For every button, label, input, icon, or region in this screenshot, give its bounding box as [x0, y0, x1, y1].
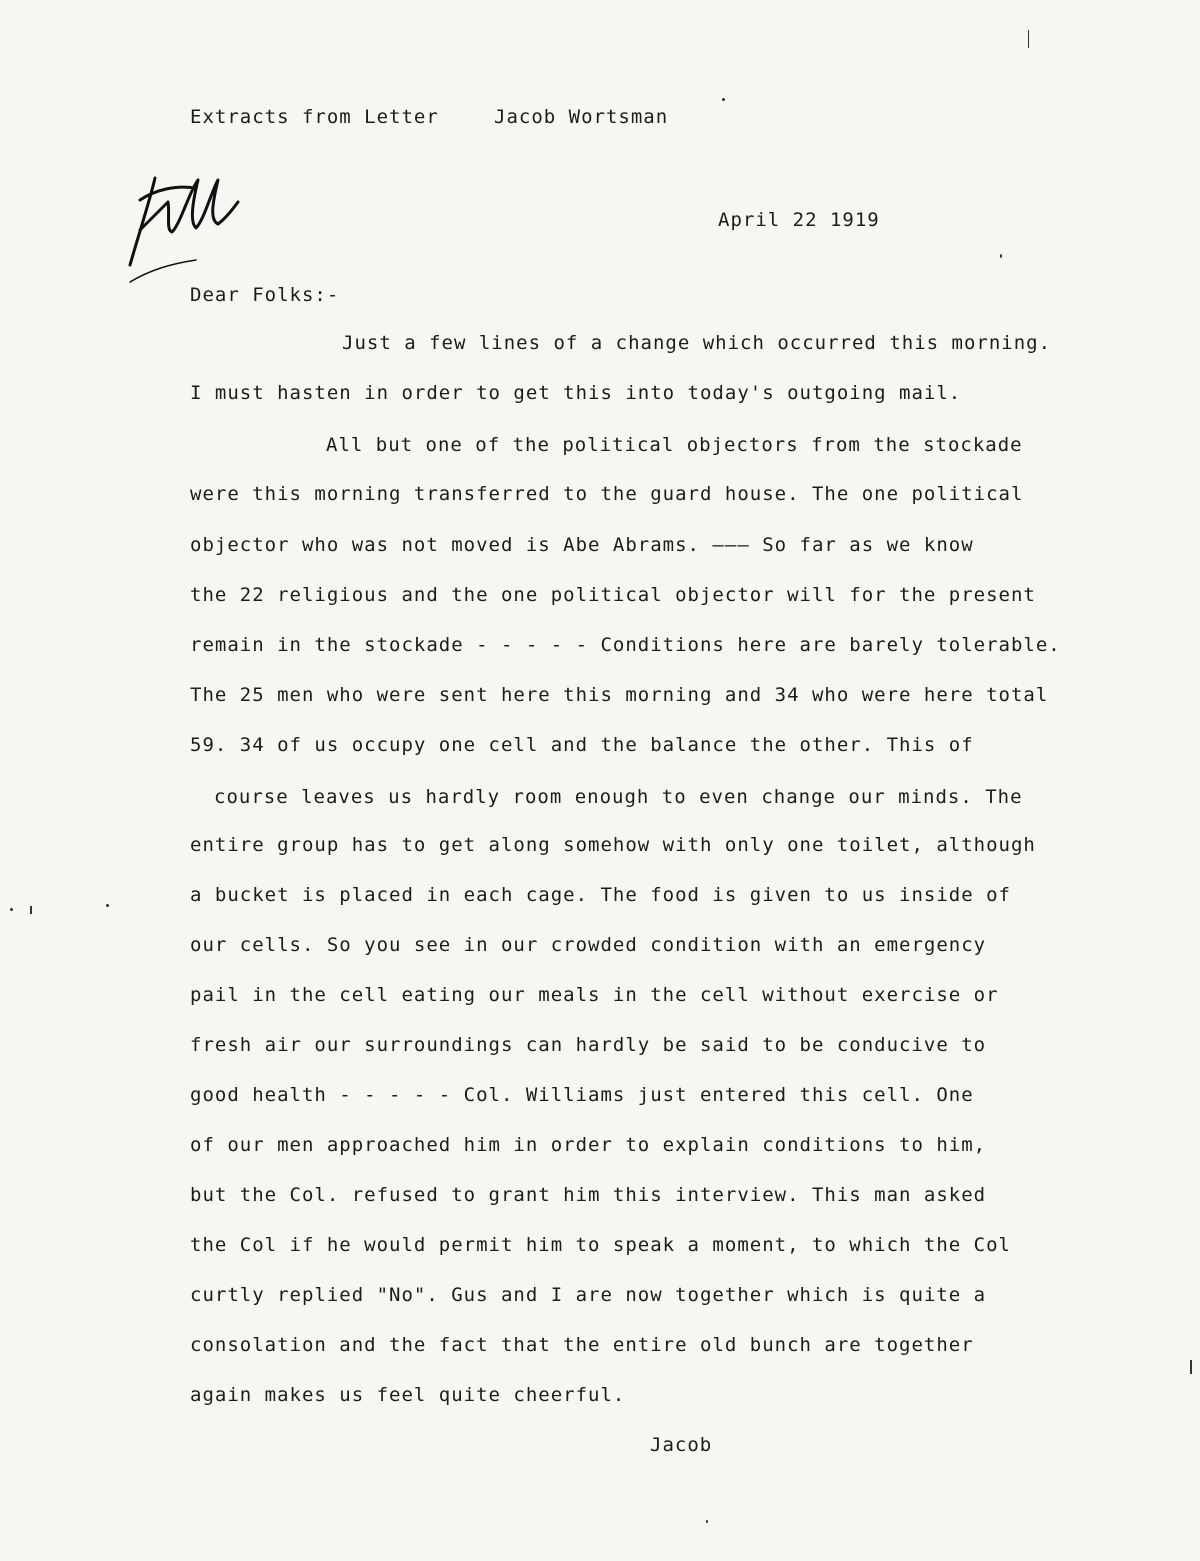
letter-date: April 22 1919	[718, 209, 880, 231]
body-line: remain in the stockade - - - - - Conditions here are barely tolerable.	[190, 634, 1061, 656]
body-line: I must hasten in order to get this into today's outgoing mail.	[190, 382, 962, 404]
scan-speck	[1000, 254, 1002, 258]
body-line: 59. 34 of us occupy one cell and the balance the other. This of	[190, 734, 974, 756]
body-line: entire group has to get along somehow with only one toilet, although	[190, 834, 1036, 856]
body-line: the 22 religious and the one political objector will for the present	[190, 584, 1036, 606]
body-line: curtly replied "No". Gus and I are now together which is quite a	[190, 1284, 987, 1306]
body-line: consolation and the fact that the entire old bunch are together	[190, 1334, 974, 1356]
body-line: Just a few lines of a change which occurred this morning.	[342, 332, 1052, 354]
scan-speck	[1190, 1360, 1192, 1374]
scan-speck	[1028, 30, 1029, 48]
scan-speck	[706, 1520, 708, 1523]
salutation: Dear Folks:-	[190, 284, 340, 306]
body-line: fresh air our surroundings can hardly be said to be conducive to	[190, 1034, 987, 1056]
body-line: were this morning transferred to the guard house. The one political	[190, 483, 1024, 505]
scan-speck	[30, 906, 32, 914]
body-line: a bucket is placed in each cage. The food is given to us inside of	[190, 884, 1011, 906]
author-name: Jacob Wortsman	[494, 106, 669, 128]
body-line: pail in the cell eating our meals in the cell without exercise or	[190, 984, 999, 1006]
body-line: the Col if he would permit him to speak a moment, to which the Col	[190, 1234, 1011, 1256]
body-line: good health - - - - - Col. Williams just entered this cell. One	[190, 1084, 974, 1106]
scan-speck	[10, 908, 13, 911]
body-line: objector who was not moved is Abe Abrams. ——— So far as we know	[190, 534, 974, 556]
scan-speck	[722, 98, 725, 101]
body-line: our cells. So you see in our crowded condition with an emergency	[190, 934, 987, 956]
handwritten-file-annotation	[100, 160, 360, 290]
body-line: The 25 men who were sent here this morning and 34 who were here total	[190, 684, 1049, 706]
body-line: but the Col. refused to grant him this interview. This man asked	[190, 1184, 987, 1206]
body-line: of our men approached him in order to explain conditions to him,	[190, 1134, 987, 1156]
document-title: Extracts from Letter	[190, 106, 439, 128]
signature: Jacob	[650, 1434, 713, 1456]
body-line: All but one of the political objectors from the stockade	[326, 434, 1023, 456]
body-line: again makes us feel quite cheerful.	[190, 1384, 626, 1406]
body-line: course leaves us hardly room enough to even change our minds. The	[214, 786, 1023, 808]
scan-speck	[106, 904, 109, 907]
